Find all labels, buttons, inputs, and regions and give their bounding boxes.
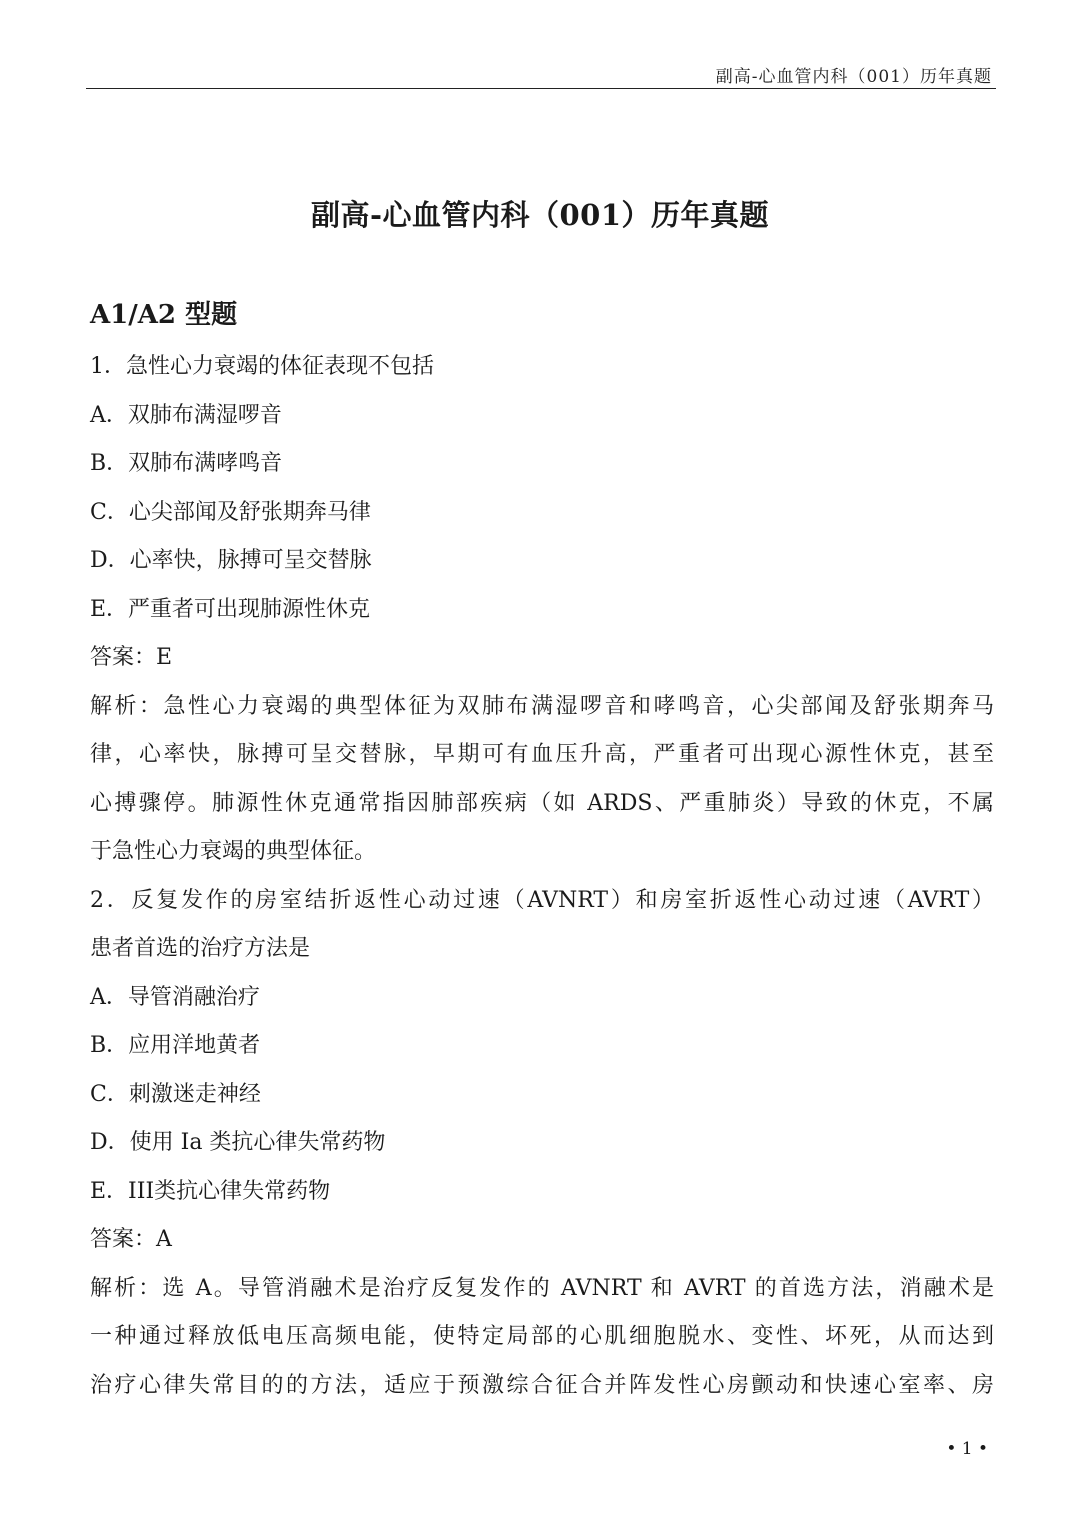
option-b: B．应用洋地黄者 bbox=[90, 1033, 261, 1058]
question-1 bbox=[90, 347, 994, 881]
option-e: E．严重者可出现肺源性休克 bbox=[90, 596, 371, 622]
option-d: D．使用 Ia 类抗心律失常药物 bbox=[90, 1130, 386, 1155]
answer: 答案：E bbox=[90, 645, 173, 670]
document-body bbox=[90, 347, 994, 1414]
question-stem: 2．反复发作的房室结折返性心动过速（AVNRT）和房室折返性心动过速（AVRT） bbox=[90, 887, 994, 913]
question-stem: 患者首选的治疗方法是 bbox=[90, 936, 311, 961]
question-2 bbox=[90, 881, 994, 1415]
option-c: C．刺激迷走神经 bbox=[90, 1081, 261, 1107]
section-heading: A1/A2 型题 bbox=[90, 300, 238, 330]
page-number: • 1 • bbox=[946, 1439, 988, 1459]
running-header: 副高-心血管内科（001）历年真题 bbox=[715, 67, 992, 87]
option-a: A．导管消融治疗 bbox=[90, 984, 260, 1010]
option-b: B．双肺布满哮鸣音 bbox=[90, 451, 283, 476]
option-d: D．心率快，脉搏可呈交替脉 bbox=[90, 548, 372, 573]
option-a: A．双肺布满湿啰音 bbox=[90, 402, 282, 428]
document-title: 副高-心血管内科（001）历年真题 bbox=[310, 198, 770, 232]
answer: 答案：A bbox=[90, 1227, 172, 1252]
option-e: E．III类抗心律失常药物 bbox=[90, 1178, 331, 1204]
analysis-line: 心搏骤停。肺源性休克通常指因肺部疾病（如 ARDS、严重肺炎）导致的休克，不属 bbox=[90, 790, 994, 816]
analysis-line: 解析：选 A。导管消融术是治疗反复发作的 AVNRT 和 AVRT 的首选方法，消融术是 bbox=[90, 1275, 994, 1301]
analysis-line: 治疗心律失常目的的方法，适应于预激综合征合并阵发性心房颤动和快速心室率、房 bbox=[90, 1372, 994, 1398]
analysis-line: 律，心率快，脉搏可呈交替脉，早期可有血压升高，严重者可出现心源性休克，甚至 bbox=[90, 742, 994, 767]
header-rule bbox=[86, 88, 996, 89]
analysis-line: 解析：急性心力衰竭的典型体征为双肺布满湿啰音和哮鸣音，心尖部闻及舒张期奔马 bbox=[90, 693, 994, 719]
option-c: C．心尖部闻及舒张期奔马律 bbox=[90, 499, 371, 525]
question-stem: 1．急性心力衰竭的体征表现不包括 bbox=[90, 354, 434, 379]
analysis-line: 一种通过释放低电压高频电能，使特定局部的心肌细胞脱水、变性、坏死，从而达到 bbox=[90, 1324, 994, 1349]
analysis-line: 于急性心力衰竭的典型体征。 bbox=[90, 839, 377, 864]
